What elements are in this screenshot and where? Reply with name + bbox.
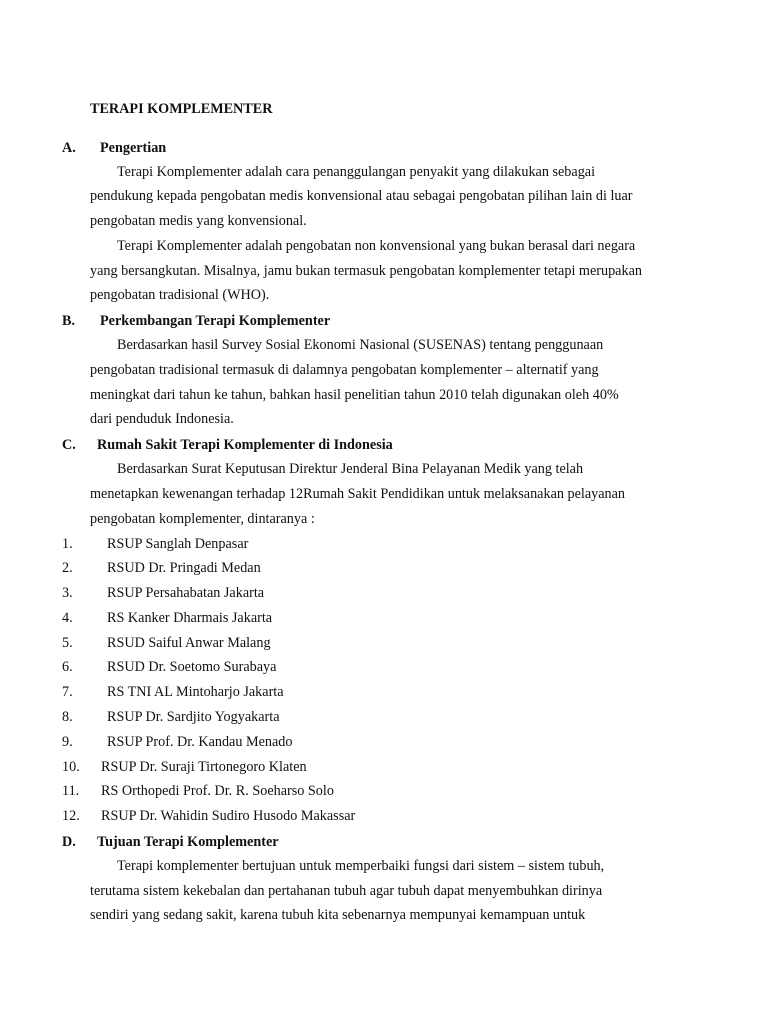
- paragraph-line: pengobatan medis yang konvensional.: [90, 213, 307, 229]
- list-number: 12.: [62, 808, 80, 824]
- list-number: 4.: [62, 610, 73, 626]
- list-item: RSUP Dr. Suraji Tirtonegoro Klaten: [101, 759, 307, 775]
- list-number: 11.: [62, 783, 80, 799]
- paragraph-line: dari penduduk Indonesia.: [90, 411, 234, 427]
- paragraph-line: pengobatan tradisional (WHO).: [90, 287, 270, 303]
- paragraph-line: yang bersangkutan. Misalnya, jamu bukan termasuk pengobatan komplementer tetapi merupakan: [90, 263, 642, 279]
- paragraph-line: terutama sistem kekebalan dan pertahanan tubuh agar tubuh dapat menyembuhkan dirinya: [90, 883, 603, 899]
- list-item: RSUP Prof. Dr. Kandau Menado: [107, 734, 293, 750]
- list-number: 10.: [62, 759, 80, 775]
- list-item: RSUD Dr. Soetomo Surabaya: [107, 659, 277, 675]
- list-item: RSUD Saiful Anwar Malang: [107, 635, 271, 651]
- list-number: 3.: [62, 585, 73, 601]
- paragraph-line: pendukung kepada pengobatan medis konvensional atau sebagai pengobatan pilihan lain di luar: [90, 188, 633, 204]
- paragraph-line: menetapkan kewenangan terhadap 12Rumah Sakit Pendidikan untuk melaksanakan pelayanan: [90, 486, 626, 502]
- paragraph-line: pengobatan tradisional termasuk di dalamnya pengobatan komplementer – alternatif yang: [90, 362, 599, 378]
- paragraph-line: Berdasarkan Surat Keputusan Direktur Jenderal Bina Pelayanan Medik yang telah: [117, 461, 584, 477]
- section-a-label: A.: [62, 140, 76, 156]
- list-item: RS Kanker Dharmais Jakarta: [107, 610, 273, 626]
- list-item: RS TNI AL Mintoharjo Jakarta: [107, 684, 284, 700]
- section-c-label: C.: [62, 437, 76, 453]
- document-title: TERAPI KOMPLEMENTER: [90, 101, 273, 117]
- paragraph-line: Terapi komplementer bertujuan untuk memperbaiki fungsi dari sistem – sistem tubuh,: [117, 858, 605, 874]
- list-item: RSUP Dr. Wahidin Sudiro Husodo Makassar: [101, 808, 356, 824]
- list-number: 7.: [62, 684, 73, 700]
- section-d-label: D.: [62, 834, 76, 850]
- list-number: 1.: [62, 536, 73, 552]
- list-number: 8.: [62, 709, 73, 725]
- list-item: RSUP Dr. Sardjito Yogyakarta: [107, 709, 280, 725]
- paragraph-line: Berdasarkan hasil Survey Sosial Ekonomi Nasional (SUSENAS) tentang penggunaan: [117, 337, 604, 353]
- paragraph-line: meningkat dari tahun ke tahun, bahkan hasil penelitian tahun 2010 telah digunakan oleh 40%: [90, 387, 619, 403]
- list-number: 6.: [62, 659, 73, 675]
- list-item: RS Orthopedi Prof. Dr. R. Soeharso Solo: [101, 783, 334, 799]
- list-item: RSUP Persahabatan Jakarta: [107, 585, 265, 601]
- paragraph-line: Terapi Komplementer adalah pengobatan non konvensional yang bukan berasal dari negara: [117, 238, 636, 254]
- list-item: RSUD Dr. Pringadi Medan: [107, 560, 261, 576]
- list-number: 9.: [62, 734, 73, 750]
- section-a-heading: Pengertian: [100, 140, 167, 156]
- list-item: RSUP Sanglah Denpasar: [107, 536, 249, 552]
- section-c-heading: Rumah Sakit Terapi Komplementer di Indonesia: [97, 437, 393, 453]
- section-b-heading: Perkembangan Terapi Komplementer: [100, 313, 331, 329]
- paragraph-line: sendiri yang sedang sakit, karena tubuh kita sebenarnya mempunyai kemampuan untuk: [90, 907, 586, 923]
- list-number: 5.: [62, 635, 73, 651]
- list-number: 2.: [62, 560, 73, 576]
- section-d-heading: Tujuan Terapi Komplementer: [97, 834, 279, 850]
- paragraph-line: pengobatan komplementer, dintaranya :: [90, 511, 315, 527]
- paragraph-line: Terapi Komplementer adalah cara penanggulangan penyakit yang dilakukan sebagai: [117, 164, 596, 180]
- section-b-label: B.: [62, 313, 76, 329]
